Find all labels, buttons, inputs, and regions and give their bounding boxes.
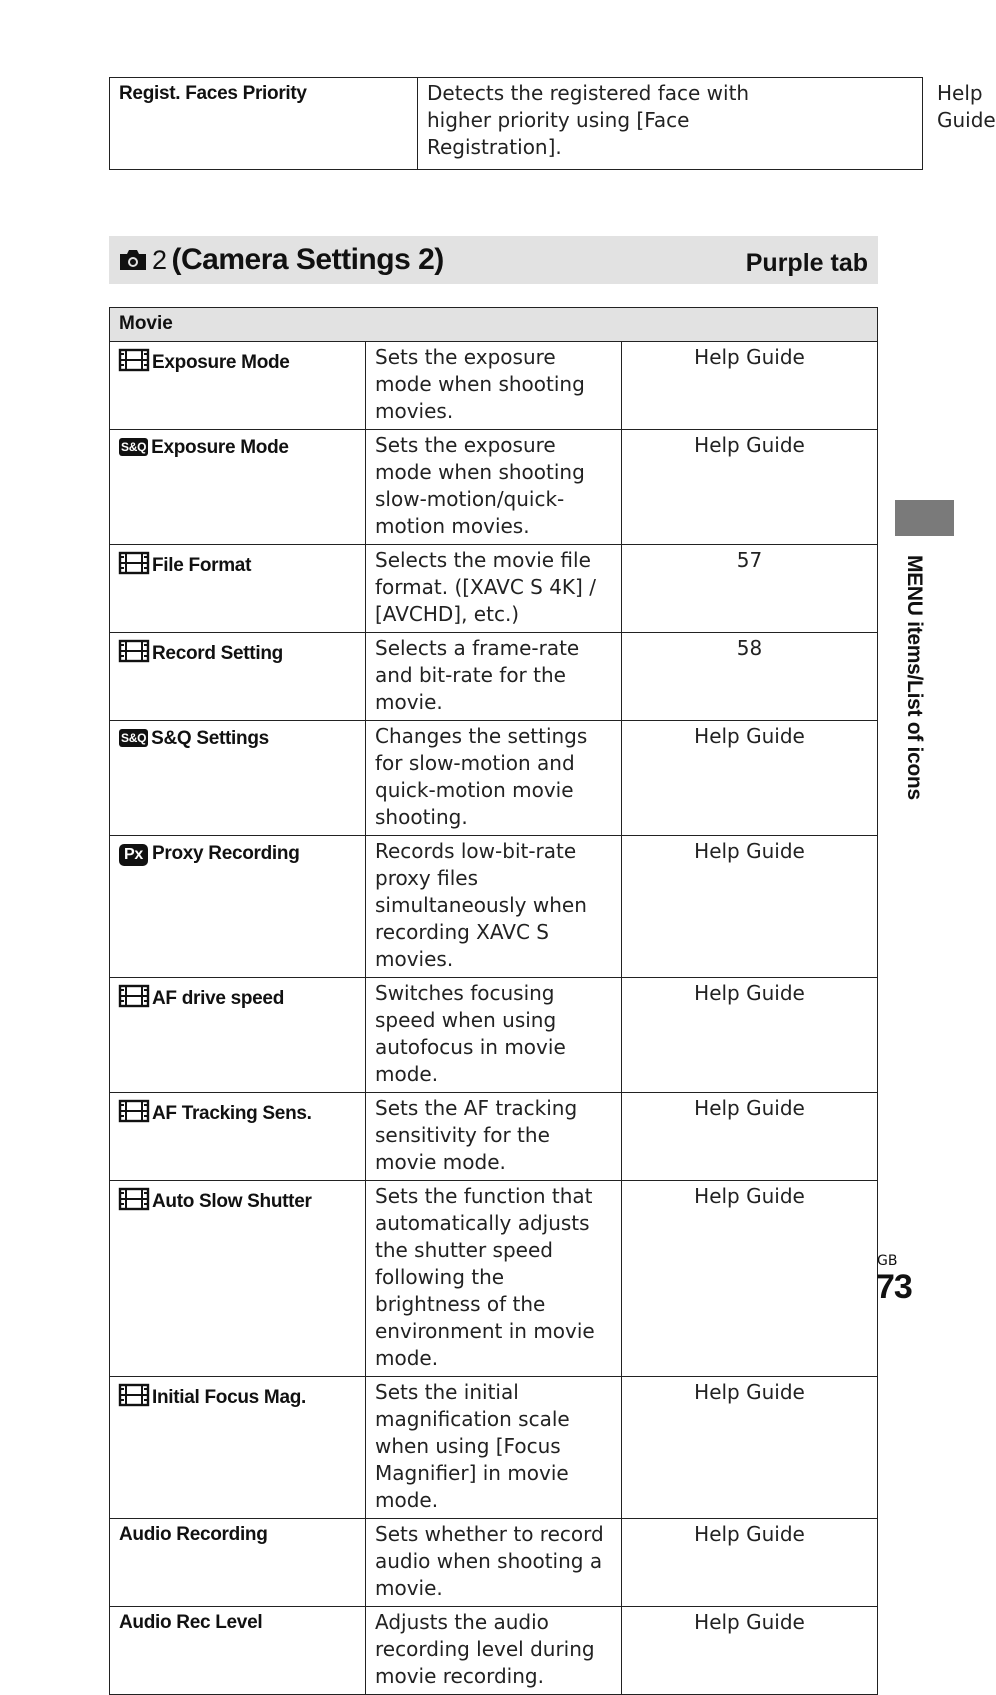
item-name: Regist. Faces Priority [110, 78, 418, 170]
camera-icon [118, 247, 148, 279]
region-code: GB [877, 1253, 898, 1269]
item-description: Changes the settings for slow-motion and quick-motion movie shooting. [366, 721, 622, 836]
item-description: Sets the initial magnification scale when using [Focus Magnifier] in movie mode. [366, 1377, 622, 1519]
movie-icon [119, 1100, 149, 1128]
movie-table [109, 307, 878, 1695]
item-name: File Format [152, 555, 252, 576]
item-name: Record Setting [152, 643, 283, 664]
table-header: Movie [110, 308, 878, 342]
item-name-cell [110, 836, 366, 978]
item-name: Initial Focus Mag. [152, 1387, 307, 1408]
item-reference: Help Guide [622, 721, 878, 836]
item-reference: Help Guide [622, 1093, 878, 1181]
table-row: Regist. Faces Priority Detects the registered face with higher priority using [Face Registration]. Help Guide [110, 78, 923, 170]
item-name: Audio Rec Level [119, 1612, 263, 1633]
item-name-cell [110, 430, 366, 545]
item-name-cell [110, 978, 366, 1093]
item-reference: Help Guide [622, 978, 878, 1093]
movie-icon [119, 552, 149, 580]
item-name: AF Tracking Sens. [152, 1103, 312, 1124]
item-name-cell [110, 545, 366, 633]
item-reference: Help Guide [622, 1181, 878, 1377]
item-reference: Help Guide [622, 1607, 878, 1695]
item-name-cell [110, 633, 366, 721]
item-name-cell [110, 1181, 366, 1377]
item-name: AF drive speed [152, 988, 285, 1009]
item-name: Audio Recording [119, 1524, 268, 1545]
item-reference: Help Guide [622, 1377, 878, 1519]
section-header [109, 236, 878, 284]
item-reference: Help Guide [622, 1519, 878, 1607]
item-name: Exposure Mode [152, 352, 290, 373]
table-row [110, 1181, 878, 1377]
item-description: Selects a frame-rate and bit-rate for the movie. [366, 633, 622, 721]
item-name: Auto Slow Shutter [152, 1191, 312, 1212]
table-row [110, 633, 878, 721]
chapter-label: MENU items/List of icons [903, 555, 926, 800]
top-table [109, 77, 996, 170]
item-description: Sets the exposure mode when shooting slow-motion/quick-motion movies. [366, 430, 622, 545]
item-description: Detects the registered face with higher priority using [Face Registration]. [418, 78, 923, 170]
item-name: Exposure Mode [151, 437, 289, 458]
item-name-cell [110, 1093, 366, 1181]
item-name-cell [110, 342, 366, 430]
table-row [110, 342, 878, 430]
table-row [110, 978, 878, 1093]
section-number: 2 [152, 245, 167, 275]
item-name-cell [110, 1607, 366, 1695]
item-description: Records low-bit-rate proxy files simultaneously when recording XAVC S movies. [366, 836, 622, 978]
table-row [110, 836, 878, 978]
item-description: Adjusts the audio recording level during movie recording. [366, 1607, 622, 1695]
item-name-cell [110, 1377, 366, 1519]
item-name-cell [110, 1519, 366, 1607]
table-row [110, 721, 878, 836]
movie-icon [119, 349, 149, 377]
page-number: 73 [876, 1268, 912, 1306]
movie-icon [119, 1188, 149, 1216]
item-reference: Help Guide [622, 836, 878, 978]
item-description: Sets whether to record audio when shooting a movie. [366, 1519, 622, 1607]
chapter-tab [895, 500, 954, 536]
movie-icon [119, 640, 149, 668]
item-reference: Help Guide [622, 342, 878, 430]
item-description: Sets the function that automatically adjusts the shutter speed following the brightness of the environment in movie mode. [366, 1181, 622, 1377]
table-row [110, 545, 878, 633]
proxy-icon: Px [119, 844, 148, 866]
item-name: S&Q Settings [151, 728, 269, 749]
sq-icon: S&Q [121, 731, 147, 745]
item-description: Sets the AF tracking sensitivity for the movie mode. [366, 1093, 622, 1181]
item-name: Proxy Recording [151, 843, 300, 864]
table-row [110, 1093, 878, 1181]
table-header-row [110, 308, 878, 342]
item-reference: 57 [622, 545, 878, 633]
movie-icon [119, 985, 149, 1013]
item-name-cell [110, 721, 366, 836]
sq-icon: S&Q [121, 440, 147, 454]
tab-label: Purple tab [745, 249, 868, 277]
table-row [110, 1519, 878, 1607]
item-reference: Help Guide [622, 430, 878, 545]
table-row [110, 1377, 878, 1519]
item-description: Selects the movie file format. ([XAVC S 4K] / [AVCHD], etc.) [366, 545, 622, 633]
table-row [110, 430, 878, 545]
page-title: (Camera Settings 2) [171, 243, 444, 276]
section-title-group [118, 244, 444, 279]
item-description: Switches focusing speed when using autofocus in movie mode. [366, 978, 622, 1093]
item-description: Sets the exposure mode when shooting movies. [366, 342, 622, 430]
table-row [110, 1607, 878, 1695]
movie-icon [119, 1384, 149, 1412]
item-reference: 58 [622, 633, 878, 721]
